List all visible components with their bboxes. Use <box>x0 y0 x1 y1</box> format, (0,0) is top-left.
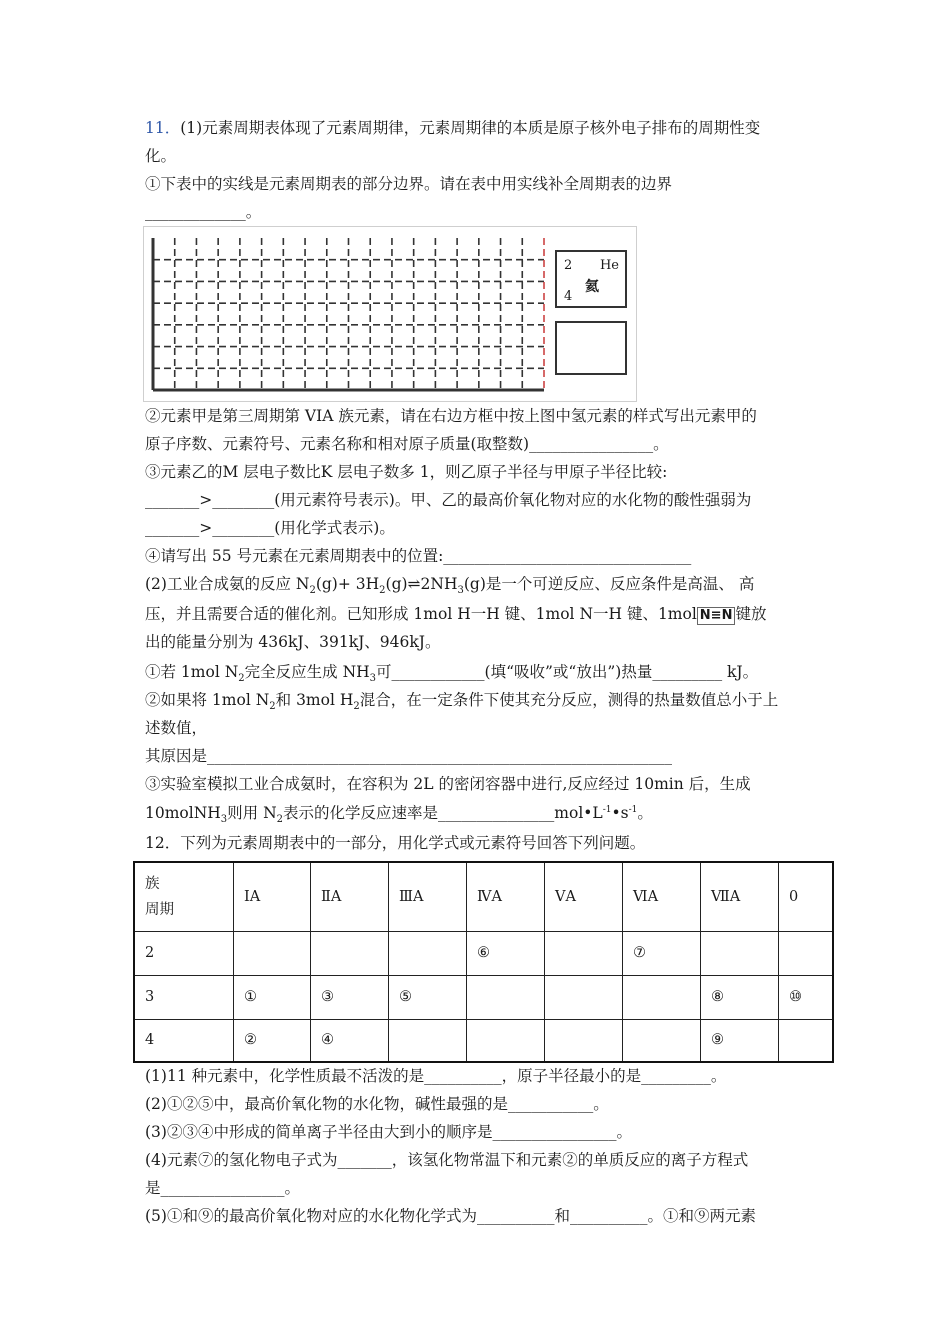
equilibrium-arrow: ⇌ <box>407 575 421 593</box>
q11-line-5: ②元素甲是第三周期第 VIA 族元素，请在右边方框中按上图中氢元素的样式写出元素甲的 <box>145 407 757 425</box>
periodic-table-grid-figure <box>143 226 637 402</box>
triple-bond-image: N≡N <box>697 607 736 625</box>
table-header-row <box>134 862 833 931</box>
table-row <box>134 931 833 975</box>
table-cell: ② <box>234 1019 311 1062</box>
period-cell: 2 <box>134 931 234 975</box>
q11-line-3: ①下表中的实线是元素周期表的部分边界。请在表中用实线补全周期表的边界 <box>145 175 673 193</box>
header-cell: ⅠA <box>234 862 311 931</box>
table-cell <box>467 975 545 1019</box>
q11-line-1: 11．(1)元素周期表体现了元素周期律，元素周期律的本质是原子核外电子排布的周期性变 <box>145 119 761 137</box>
he-atomic-number: 2 <box>564 258 573 273</box>
q11-line-4: _____________。 <box>145 203 262 221</box>
header-cell: 0 <box>779 862 834 931</box>
he-symbol: He <box>599 258 619 273</box>
table-cell <box>311 931 389 975</box>
table-cell: ① <box>234 975 311 1019</box>
table-cell: ⑤ <box>389 975 467 1019</box>
q11-line-8: _______>________(用元素符号表示)。甲、乙的最高价氧化物对应的水化物的酸性强弱为 <box>145 491 752 509</box>
q11-line-14: ①若 1mol $N_2$完全反应生成 $NH_3$可____________(填“吸收”或“放出”)热量_________ kJ。 <box>145 663 759 684</box>
header-cell: ⅥA <box>623 862 701 931</box>
helium-element-box <box>555 250 627 308</box>
q11-number: 11． <box>145 119 181 137</box>
table-cell: ④ <box>311 1019 389 1062</box>
q11-line-16: 述数值， <box>145 719 208 737</box>
header-cell: ⅤA <box>545 862 623 931</box>
q12-intro: 12．下列为元素周期表中的一部分，用化学式或元素符号回答下列问题。 <box>145 834 646 852</box>
q12-answer-1: (1)11 种元素中，化学性质最不活泼的是__________，原子半径最小的是_________。 <box>145 1067 727 1085</box>
table-cell <box>389 1019 467 1062</box>
header-cell: ⅡA <box>311 862 389 931</box>
table-cell: ⑥ <box>467 931 545 975</box>
table-cell <box>389 931 467 975</box>
q11-line-2: 化。 <box>145 147 177 165</box>
q12-answer-5: 是________________。 <box>145 1179 301 1197</box>
q11-line-11: (2)工业合成氨的反应 $N_2(g)+$ $3H_2(g)\rightleftharpoons 2NH_3(g)$是一个可逆反应、反应条件是高温、 高 <box>145 575 755 596</box>
q11-line-12: 压，并且需要合适的催化剂。已知形成 1mol H一H 键、1mol N一H 键、1mol N≡N 键放 <box>145 605 767 623</box>
he-name: 氦 <box>585 279 599 295</box>
table-cell <box>545 1019 623 1062</box>
table-cell <box>545 931 623 975</box>
q11-line-9: _______>________(用化学式表示)。 <box>145 519 395 537</box>
table-cell <box>623 975 701 1019</box>
table-cell <box>701 931 779 975</box>
q11-line-7: ③元素乙的M 层电子数比K 层电子数多 1，则乙原子半径与甲原子半径比较: <box>145 463 668 481</box>
q12-answer-2: (2)①②⑤中，最高价氧化物的水化物，碱性最强的是___________。 <box>145 1095 609 1113</box>
table-cell: ③ <box>311 975 389 1019</box>
table-cell <box>545 975 623 1019</box>
periodic-table-excerpt <box>133 861 834 1063</box>
header-cell: ⅢA <box>389 862 467 931</box>
q12-answer-3: (3)②③④中形成的简单离子半径由大到小的顺序是________________。 <box>145 1123 632 1141</box>
he-mass: 4 <box>564 289 573 304</box>
table-cell <box>234 931 311 975</box>
q11-line-17: 其原因是____________________________________________________________ <box>145 747 673 765</box>
table-row <box>134 975 833 1019</box>
table-cell: ⑧ <box>701 975 779 1019</box>
table-cell <box>623 1019 701 1062</box>
corner-cell: 族 周期 <box>134 862 234 931</box>
q11-line-10: ④请写出 55 号元素在元素周期表中的位置:________________________________ <box>145 547 692 565</box>
period-cell: 3 <box>134 975 234 1019</box>
table-cell: ⑦ <box>623 931 701 975</box>
q11-line-15: ②如果将 1mol $N_2$和 3mol $H_2$混合，在一定条件下使其充分反应，测得的热量数值总小于上 <box>145 691 779 712</box>
q12-answer-6: (5)①和⑨的最高价氧化物对应的水化物化学式为__________和__________。①和⑨两元素 <box>145 1207 756 1225</box>
header-cell: ⅣA <box>467 862 545 931</box>
header-cell: ⅦA <box>701 862 779 931</box>
q11-line-6: 原子序数、元素符号、元素名称和相对原子质量(取整数)________________。 <box>145 435 669 453</box>
q11-line-18: ③实验室模拟工业合成氨时，在容积为 2L 的密闭容器中进行,反应经过 10min 后，生成 <box>145 775 751 793</box>
table-cell <box>779 931 834 975</box>
q12-answer-4: (4)元素⑦的氢化物电子式为_______，该氢化物常温下和元素②的单质反应的离子方程式 <box>145 1151 749 1169</box>
table-cell: ⑨ <box>701 1019 779 1062</box>
table-cell <box>779 1019 834 1062</box>
table-row <box>134 1019 833 1062</box>
period-cell: 4 <box>134 1019 234 1062</box>
table-cell <box>467 1019 545 1062</box>
q11-line-19: 10molNH$_3$则用 $N_2$表示的化学反应速率是$\_\_\_\_\_\_\_\_\_\_\_\_\_\_\_mol•L^{-1}•s^{-1}$。 <box>145 804 653 825</box>
element-answer-box <box>555 321 627 375</box>
q11-line-13: 出的能量分别为 436kJ、391kJ、946kJ。 <box>145 633 441 651</box>
table-cell: ⑩ <box>779 975 834 1019</box>
